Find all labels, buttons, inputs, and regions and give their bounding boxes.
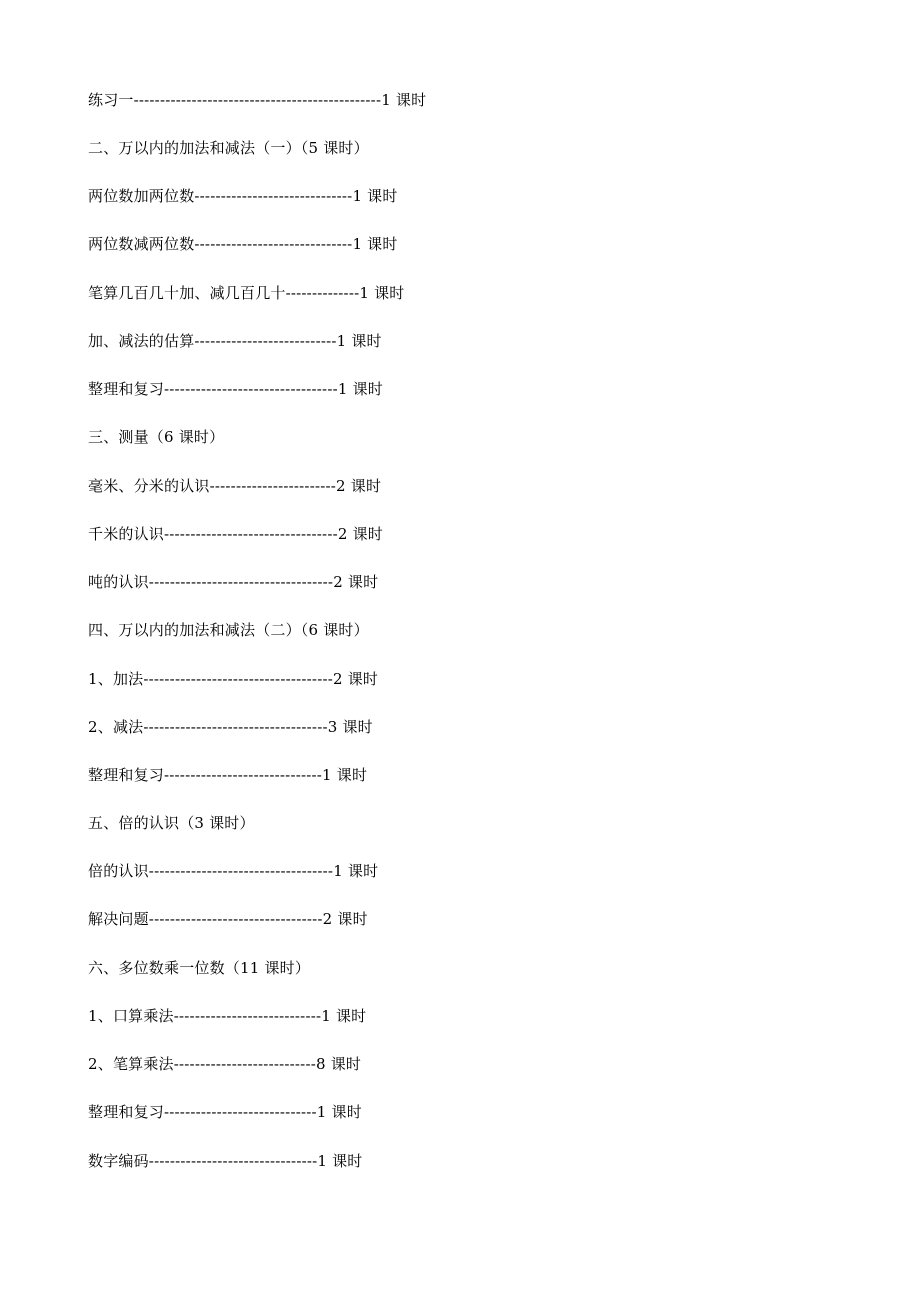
toc-line: 千米的认识---------------------------------2 课时 — [88, 525, 383, 543]
toc-line: 1、加法------------------------------------2 课时 — [88, 670, 379, 688]
toc-line-practice-1: 练习一-----------------------------------------------1 课时 — [88, 91, 427, 109]
toc-line: 解决问题---------------------------------2 课时 — [88, 910, 368, 928]
toc-heading-section-3: 三、测量（6 课时） — [88, 428, 225, 446]
toc-heading-section-5: 五、倍的认识（3 课时） — [88, 814, 255, 832]
toc-line: 笔算几百几十加、减几百几十--------------1 课时 — [88, 284, 405, 302]
toc-line: 2、笔算乘法---------------------------8 课时 — [88, 1055, 362, 1073]
toc-line: 2、减法-----------------------------------3 课时 — [88, 718, 373, 736]
toc-line: 倍的认识-----------------------------------1 课时 — [88, 862, 379, 880]
toc-line: 整理和复习-----------------------------1 课时 — [88, 1103, 362, 1121]
toc-heading-section-2: 二、万以内的加法和减法（一）（5 课时） — [88, 139, 369, 157]
toc-line: 吨的认识-----------------------------------2 课时 — [88, 573, 379, 591]
toc-line: 毫米、分米的认识------------------------2 课时 — [88, 477, 382, 495]
toc-line: 两位数加两位数------------------------------1 课时 — [88, 187, 398, 205]
toc-line: 两位数减两位数------------------------------1 课时 — [88, 235, 398, 253]
toc-line: 整理和复习------------------------------1 课时 — [88, 766, 368, 784]
toc-line: 加、减法的估算---------------------------1 课时 — [88, 332, 382, 350]
toc-heading-section-4: 四、万以内的加法和减法（二）（6 课时） — [88, 621, 369, 639]
toc-line: 1、口算乘法----------------------------1 课时 — [88, 1007, 367, 1025]
toc-heading-section-6: 六、多位数乘一位数（11 课时） — [88, 959, 311, 977]
toc-line: 整理和复习---------------------------------1 课时 — [88, 380, 383, 398]
toc-line: 数字编码--------------------------------1 课时 — [88, 1152, 363, 1170]
